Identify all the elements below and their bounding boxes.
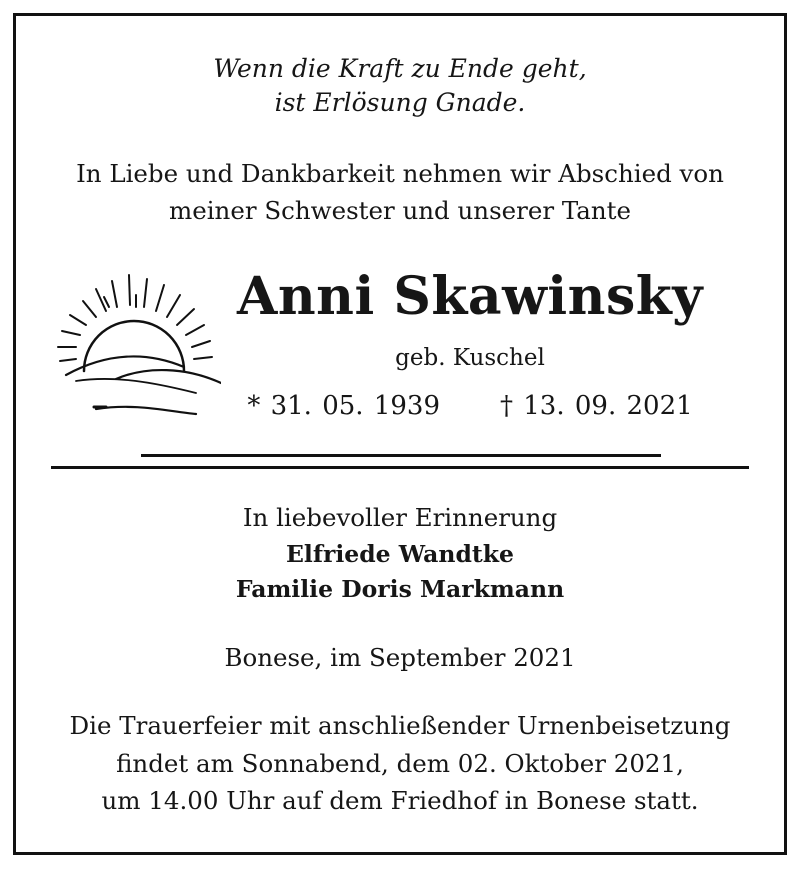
- intro-line-2: meiner Schwester und unserer Tante: [168, 196, 632, 225]
- birth-date: * 31. 05. 1939: [247, 391, 440, 421]
- intro-line-1: In Liebe und Dankbarkeit nehmen wir Abschied von: [76, 159, 724, 188]
- obituary-frame: [13, 13, 787, 855]
- funeral-line-1: Die Trauerfeier mit anschließender Urnenbeisetzung: [69, 711, 731, 740]
- mourner-1: Elfriede Wandtke: [286, 540, 514, 568]
- remembrance-intro: In liebevoller Erinnerung: [242, 503, 558, 532]
- funeral-line-3: um 14.00 Uhr auf dem Friedhof in Bonese statt.: [101, 786, 699, 815]
- deceased-name: Anni Skawinsky: [237, 266, 703, 327]
- mourner-2: Familie Doris Markmann: [235, 575, 565, 603]
- place-date: Bonese, im September 2021: [224, 643, 576, 672]
- birth-name: geb. Kuschel: [395, 345, 545, 371]
- funeral-line-2: findet am Sonnabend, dem 02. Oktober 2021,: [116, 749, 684, 778]
- verse-line-2: ist Erlösung Gnade.: [274, 88, 526, 117]
- divider-long: [51, 466, 749, 469]
- life-dates: [176, 391, 764, 421]
- death-date: † 13. 09. 2021: [500, 391, 693, 421]
- verse-line-1: Wenn die Kraft zu Ende geht,: [213, 54, 587, 83]
- divider-short: [141, 454, 661, 457]
